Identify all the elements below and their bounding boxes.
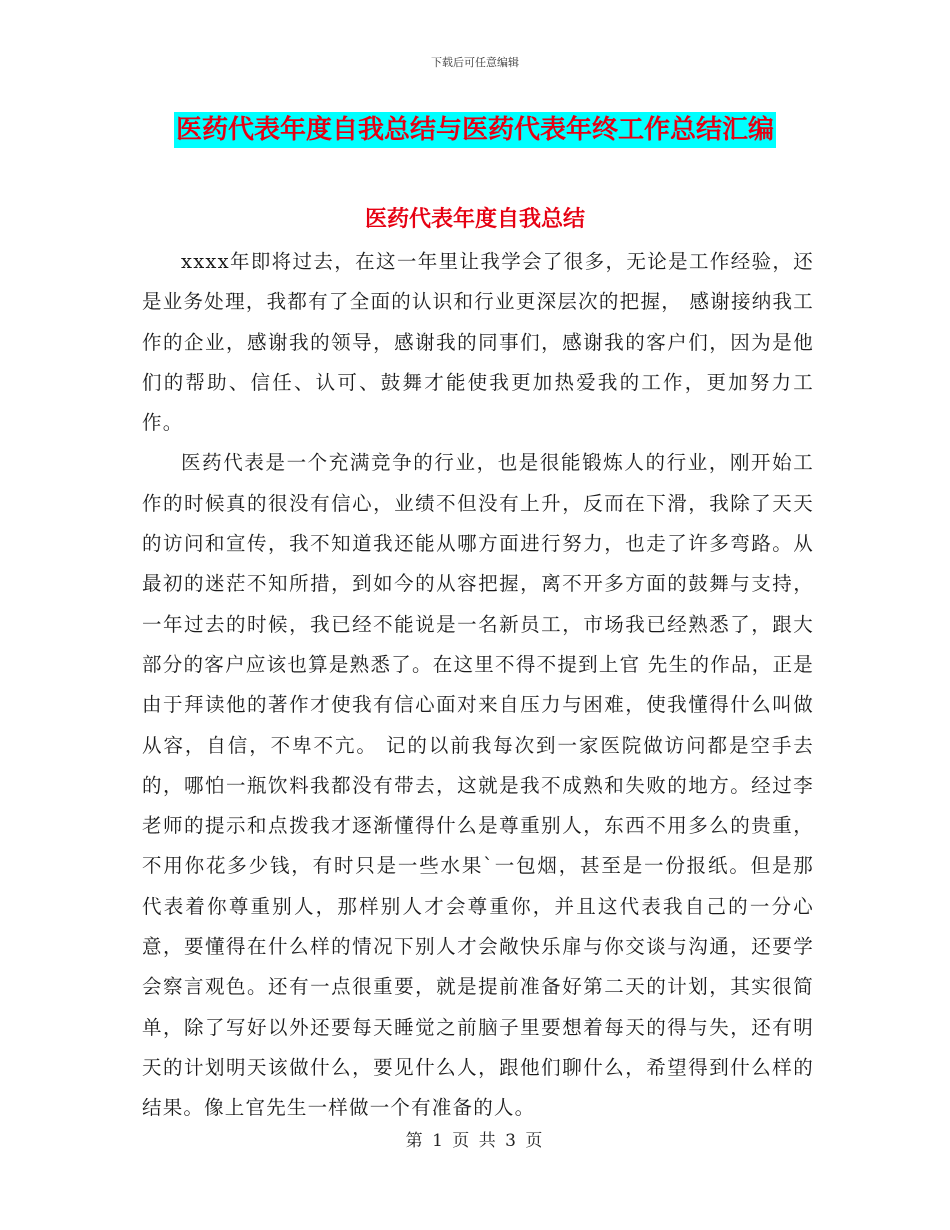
main-title: 医药代表年度自我总结与医药代表年终工作总结汇编	[174, 112, 776, 148]
page-footer: 第 1 页 共 3 页	[405, 1131, 545, 1151]
main-title-wrap	[0, 112, 950, 148]
body-text	[142, 242, 814, 1129]
section-title: 医药代表年度自我总结	[364, 207, 585, 232]
paragraph-1: xxxx年即将过去，在这一年里让我学会了很多，无论是工作经验，还是业务处理，我都有了全面的认识和行业更深层次的把握， 感谢接纳我工作的企业，感谢我的领导，感谢我的同事们，感谢我的客户们，因为是他们的帮助、信任、认可、鼓舞才能使我更加热爱我的工作，更加努力工作。	[142, 250, 814, 435]
paragraph-2: 医药代表是一个充满竞争的行业，也是很能锻炼人的行业，刚开始工作的时候真的很没有信心，业绩不但没有上升，反而在下滑，我除了天天的访问和宣传，我不知道我还能从哪方面进行努力，也走了许多弯路。从最初的迷茫不知所措，到如今的从容把握，离不开多方面的鼓舞与支持，一年过去的时候，我已经不能说是一名新员工，市场我已经熟悉了，跟大部分的客户应该也算是熟悉了。在这里不得不提到上官 先生的作品，正是由于拜读他的著作才使我有信心面对来自压力与困难，使我懂得什么叫做从容，自信，不卑不亢。 记的以前我每次到一家医院做访问都是空手去的，哪怕一瓶饮料我都没有带去，这就是我不成熟和失败的地方。经过李老师的提示和点拨我才逐渐懂得什么是尊重别人，东西不用多么的贵重，不用你花多少钱，有时只是一些水果`一包烟，甚至是一份报纸。但是那代表着你尊重别人，那样别人才会尊重你，并且这代表我自己的一分心意，要懂得在什么样的情况下别人才会敞快乐扉与你交谈与沟通，还要学会察言观色。还有一点很重要，就是提前准备好第二天的计划，其实很简单，除了写好以外还要每天睡觉之前脑子里要想着每天的得与失，还有明天的计划明天该做什么，要见什么人，跟他们聊什么，希望得到什么样的结果。像上官先生一样做一个有准备的人。	[142, 451, 814, 1120]
header-note: 下载后可任意编辑	[431, 56, 519, 69]
